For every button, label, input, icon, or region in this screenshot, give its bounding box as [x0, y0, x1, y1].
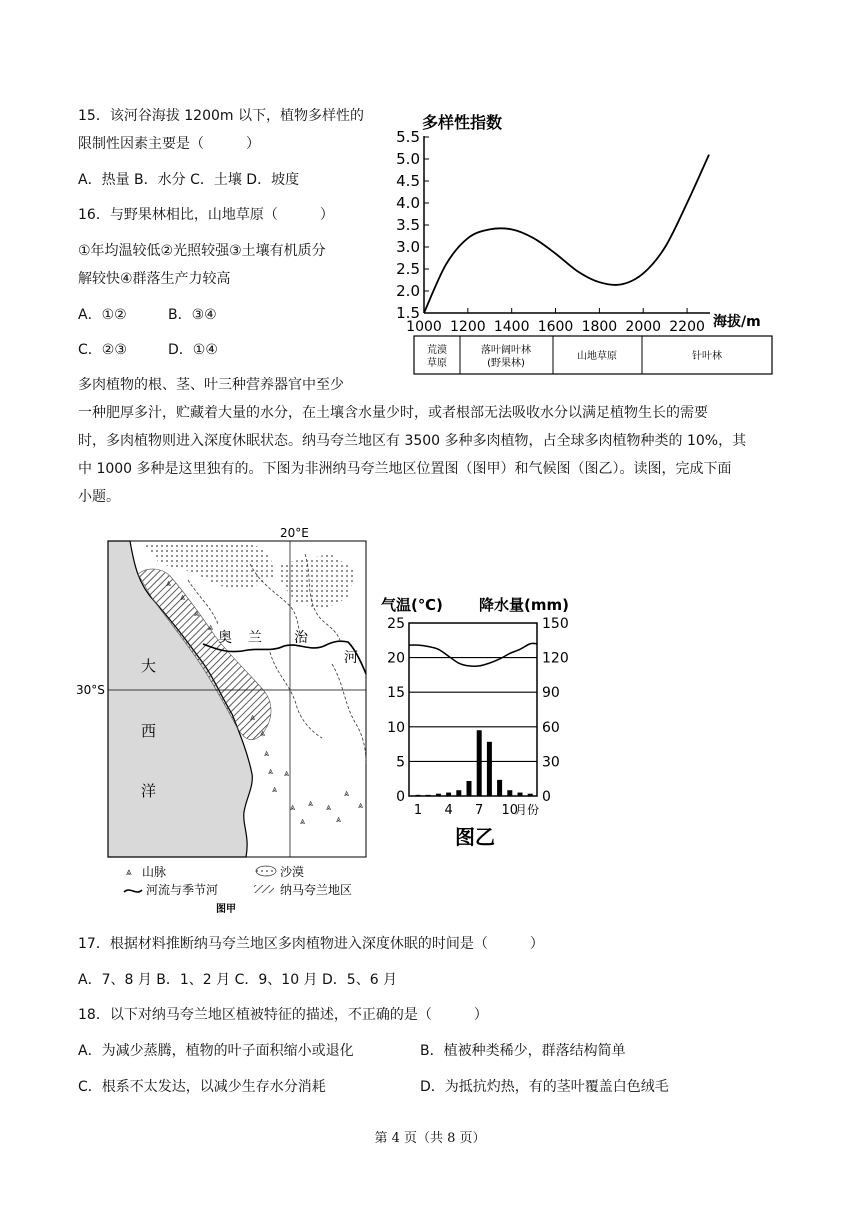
svg-text:⩓: ⩓ [194, 609, 200, 619]
svg-text:⩓: ⩓ [264, 749, 270, 759]
passage-line3: 时，多肉植物则进入深度休眠状态。纳马夸兰地区有 3500 多种多肉植物，占全球多肉植物种类的 10%，其 [78, 433, 747, 449]
river-label-4: 河 [344, 650, 358, 666]
diversity-x-tick-label: 2000 [625, 319, 662, 335]
svg-text:⩓: ⩓ [300, 817, 306, 827]
q15-stem-line1: 15．该河谷海拔 1200m 以下，植物多样性的 [78, 108, 364, 124]
climate-right-tick: 90 [542, 685, 560, 702]
diversity-x-tick-label: 2200 [669, 319, 705, 335]
svg-text:⩓: ⩓ [290, 803, 296, 813]
precip-bar [487, 742, 492, 796]
q16-statements-line2: 解较快④群落生产力较高 [78, 271, 231, 287]
diversity-x-tick-label: 1400 [493, 319, 530, 335]
svg-text:⩓: ⩓ [126, 867, 132, 878]
q16-option-c: C．②③ [78, 342, 127, 358]
diversity-curve [424, 155, 709, 313]
climate-left-tick: 0 [396, 789, 405, 805]
precip-bar [426, 795, 431, 796]
precip-bar [446, 793, 451, 796]
q18-option-d: D．为抵抗灼热，有的茎叶覆盖白色绒毛 [420, 1079, 669, 1095]
svg-text:⩓: ⩓ [208, 623, 214, 633]
q17-options: A．7、8 月 B．1、2 月 C．9、10 月 D．5、6 月 [78, 972, 398, 988]
svg-text:⩓: ⩓ [272, 785, 278, 795]
precip-bar [416, 795, 421, 796]
diversity-x-tick-label: 1800 [581, 319, 618, 335]
climate-x-unit: 月份 [515, 803, 540, 817]
precip-bar [436, 794, 441, 796]
diversity-x-tick-label: 1600 [537, 319, 574, 335]
svg-text:⩓: ⩓ [344, 789, 350, 799]
diversity-index-chart [380, 104, 780, 376]
diversity-y-tick-label: 4.0 [396, 194, 420, 212]
climate-plot-frame [409, 623, 537, 796]
diversity-y-tick-label: 2.5 [396, 260, 420, 278]
q16-option-d: D．①④ [168, 342, 218, 358]
diversity-y-tick-label: 5.5 [396, 128, 420, 146]
precip-bar [467, 781, 472, 796]
climate-title-precip: 降水量(mm) [479, 596, 569, 614]
q18-stem: 18．以下对纳马夸兰地区植被特征的描述，不正确的是（ ） [78, 1007, 488, 1023]
climate-caption: 图乙 [455, 825, 495, 849]
precip-bar [528, 794, 533, 796]
precip-bar [456, 790, 461, 796]
precip-bar [477, 730, 482, 796]
climate-x-tick: 4 [444, 803, 453, 818]
q18-option-b: B．植被种类稀少，群落结构简单 [420, 1043, 626, 1059]
svg-text:⩓: ⩓ [250, 713, 256, 723]
map-legend [124, 864, 352, 915]
climate-x-tick: 7 [475, 803, 484, 818]
passage-line2: 一种肥厚多汁，贮藏着大量的水分，在土壤含水量少时，或者根部无法吸收水分以满足植物生长的需要 [78, 405, 708, 421]
climate-left-tick: 5 [396, 754, 405, 771]
q16-stem: 16．与野果林相比，山地草原（ ） [78, 207, 334, 223]
svg-text:⩓: ⩓ [260, 729, 266, 739]
precip-bar [497, 780, 502, 796]
passage-line5: 小题。 [78, 489, 120, 505]
svg-text:⩓: ⩓ [358, 801, 364, 811]
climate-right-tick: 0 [542, 789, 551, 805]
q16-option-b: B．③④ [168, 307, 217, 323]
legend-mountain: 山脉 [142, 865, 167, 879]
q15-options: A．热量 B．水分 C．土壤 D．坡度 [78, 172, 300, 188]
climate-left-tick: 25 [387, 616, 405, 632]
svg-text:⩓: ⩓ [268, 767, 274, 777]
q18-option-a: A．为减少蒸腾，植物的叶子面积缩小或退化 [78, 1043, 354, 1059]
climate-x-tick: 1 [413, 803, 423, 818]
zone-label: 荒漠草原 [427, 345, 447, 369]
q16-option-a: A．①② [78, 307, 127, 323]
diversity-y-tick-label: 3.5 [396, 216, 420, 234]
diversity-xlabel: 海拔/m [713, 314, 761, 330]
climate-right-tick: 120 [542, 650, 569, 667]
diversity-ylabel: 多样性指数 [422, 113, 503, 132]
svg-text:⩓: ⩓ [308, 799, 314, 809]
lon-label: 20°E [280, 526, 309, 540]
map-caption: 图甲 [216, 904, 236, 915]
legend-desert: 沙漠 [280, 865, 305, 879]
river-label-3: 治 [294, 630, 308, 646]
climate-title-temp: 气温(℃) [381, 596, 443, 614]
climate-right-tick: 60 [542, 719, 560, 736]
zone-label: 针叶林 [692, 351, 722, 362]
namaqualand-map [76, 524, 380, 916]
temperature-curve [409, 643, 537, 666]
svg-text:⩓: ⩓ [284, 769, 290, 779]
zone-label: 山地草原 [577, 351, 617, 362]
climate-x-tick: 10 [501, 803, 519, 818]
diversity-y-tick-label: 5.0 [396, 150, 420, 168]
zone-label: 落叶阔叶林(野果林) [481, 345, 531, 369]
ocean-label-3: 洋 [141, 782, 157, 800]
passage-line4: 中 1000 多种是这里独有的。下图为非洲纳马夸兰地区位置图（图甲）和气候图（图乙）。读图，完成下面 [78, 461, 732, 477]
ocean-label-2: 西 [141, 722, 157, 740]
page-footer: 第 4 页（共 8 页） [374, 1131, 486, 1146]
climate-chart [375, 588, 590, 853]
svg-text:⩓: ⩓ [166, 579, 172, 589]
diversity-y-tick-label: 1.5 [396, 304, 420, 322]
diversity-x-tick-label: 1200 [450, 319, 486, 335]
climate-right-tick: 30 [542, 754, 560, 771]
q17-stem: 17．根据材料推断纳马夸兰地区多肉植物进入深度休眠的时间是（ ） [78, 936, 544, 952]
q15-stem-line2: 限制性因素主要是（ ） [78, 136, 260, 152]
legend-river: 河流与季节河 [146, 883, 219, 897]
lat-label: 30°S [76, 683, 105, 697]
climate-right-tick: 150 [542, 616, 569, 632]
precip-bar [518, 793, 523, 796]
diversity-x-tick-label: 1000 [406, 319, 442, 335]
precip-bar [507, 790, 512, 796]
climate-left-tick: 10 [387, 719, 405, 736]
diversity-y-tick-label: 2.0 [396, 282, 420, 300]
river-label-2: 兰 [248, 630, 262, 646]
svg-text:⩓: ⩓ [336, 815, 342, 825]
q16-statements-line1: ①年均温较低②光照较强③土壤有机质分 [78, 243, 326, 259]
diversity-y-tick-label: 4.5 [396, 172, 420, 190]
diversity-y-tick-label: 3.0 [396, 238, 420, 256]
climate-left-tick: 20 [387, 650, 405, 667]
q18-option-c: C．根系不太发达，以减少生存水分消耗 [78, 1079, 326, 1095]
river-label-1: 奥 [218, 630, 232, 646]
svg-text:⩓: ⩓ [180, 593, 186, 603]
svg-text:⩓: ⩓ [326, 803, 332, 813]
legend-region: 纳马夸兰地区 [280, 883, 353, 897]
climate-left-tick: 15 [387, 685, 405, 702]
ocean-label-1: 大 [141, 657, 157, 675]
passage-line1: 多肉植物的根、茎、叶三种营养器官中至少 [78, 377, 344, 393]
